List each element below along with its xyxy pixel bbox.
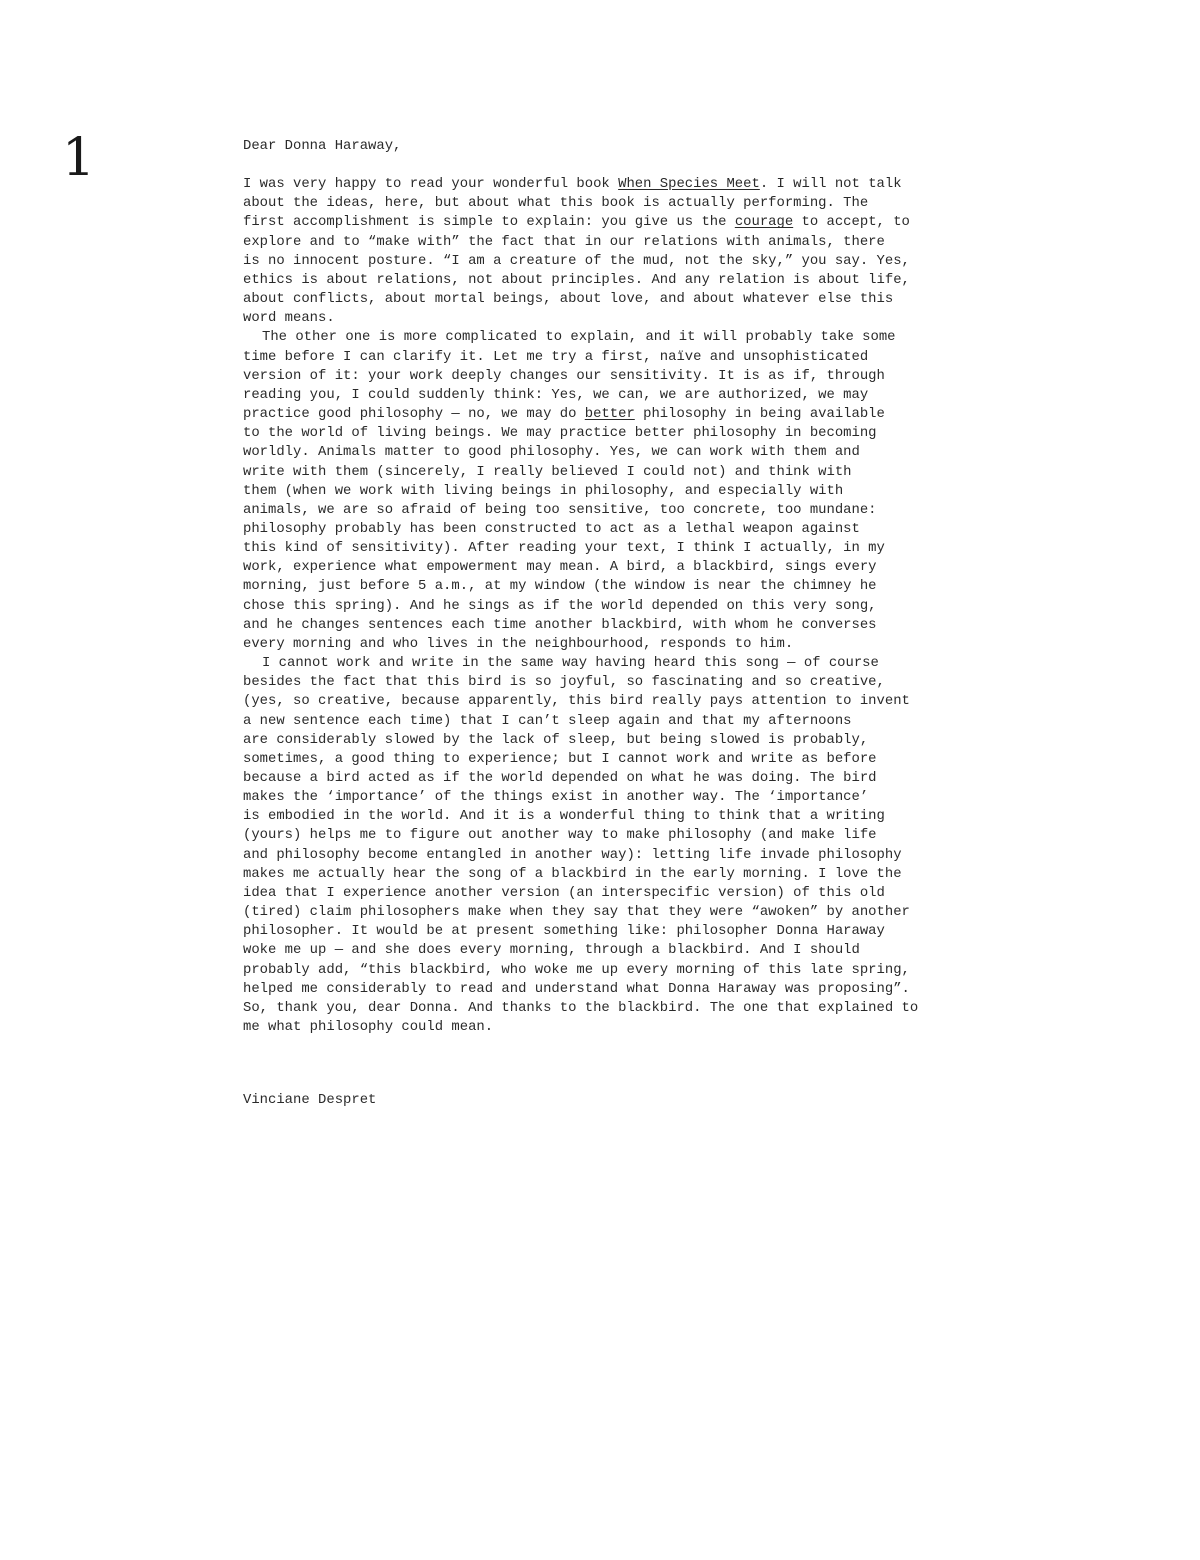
text-line <box>243 616 963 635</box>
text-line <box>243 903 963 922</box>
text-segment: word means. <box>243 310 335 327</box>
text-segment: and philosophy become entangled in another way): letting life invade philosophy <box>243 846 902 863</box>
text-segment: probably add, “this blackbird, who woke me up every morning of this late spring, <box>243 961 910 978</box>
text-segment: me what philosophy could mean. <box>243 1019 494 1036</box>
letter-body <box>243 137 963 1037</box>
text-segment: because a bird acted as if the world depended on what he was doing. The bird <box>243 770 877 786</box>
text-segment: reading you, I could suddenly think: Yes, we can, we are authorized, we may <box>243 386 869 403</box>
letter-text <box>243 175 963 1037</box>
text-line <box>243 673 963 692</box>
underlined-text: better <box>584 406 635 423</box>
text-line <box>243 731 963 750</box>
letter-greeting: Dear Donna Haraway, <box>243 138 402 154</box>
text-line <box>243 999 963 1018</box>
text-line <box>243 654 963 673</box>
text-line <box>243 501 963 520</box>
underlined-text: courage <box>734 214 794 231</box>
text-line <box>243 597 963 616</box>
text-line <box>243 328 963 347</box>
text-segment: about the ideas, here, but about what this book is actually performing. The <box>243 195 869 212</box>
text-segment: sometimes, a good thing to experience; but I cannot work and write as before <box>243 750 877 767</box>
text-segment: is embodied in the world. And it is a wonderful thing to think that a writing <box>243 808 885 825</box>
text-segment: write with them (sincerely, I really believed I could not) and think with <box>243 463 852 480</box>
text-line <box>243 1018 963 1037</box>
text-segment: them (when we work with living beings in philosophy, and especially with <box>243 482 844 499</box>
text-segment: woke me up — and she does every morning, through a blackbird. And I should <box>243 942 860 959</box>
text-segment: this kind of sensitivity). After reading your text, I think I actually, in my <box>243 540 885 557</box>
text-segment: version of it: your work deeply changes our sensitivity. It is as if, through <box>243 367 885 384</box>
text-segment: The other one is more complicated to explain, and it will probably take some <box>262 329 896 346</box>
text-line <box>243 443 963 462</box>
text-segment: ethics is about relations, not about principles. And any relation is about life, <box>243 271 910 288</box>
text-line <box>243 692 963 711</box>
text-line <box>243 577 963 596</box>
text-line <box>243 213 963 232</box>
text-line <box>243 367 963 386</box>
text-segment: . I will not talk <box>759 176 902 193</box>
text-segment: to the world of living beings. We may practice better philosophy in becoming <box>243 425 877 442</box>
text-segment: explore and to “make with” the fact that in our relations with animals, there <box>243 233 885 250</box>
text-segment: idea that I experience another version (an interspecific version) of this old <box>243 884 885 901</box>
page-number: 1 <box>62 128 96 188</box>
text-line <box>243 788 963 807</box>
text-line <box>243 941 963 960</box>
text-line <box>243 482 963 501</box>
text-line <box>243 520 963 539</box>
text-line <box>243 252 963 271</box>
text-segment: chose this spring). And he sings as if the world depended on this very song, <box>243 597 877 614</box>
text-line <box>243 865 963 884</box>
text-line <box>243 175 963 194</box>
text-segment: besides the fact that this bird is so joyful, so fascinating and so creative, <box>243 674 885 691</box>
text-segment: every morning and who lives in the neighbourhood, responds to him. <box>243 635 794 652</box>
text-line <box>243 826 963 845</box>
text-segment: is no innocent posture. “I am a creature of the mud, not the sky,” you say. Yes, <box>243 252 910 269</box>
text-line <box>243 635 963 654</box>
text-line <box>243 463 963 482</box>
text-line <box>243 194 963 213</box>
text-line <box>243 233 963 252</box>
letter-signature: Vinciane Despret <box>243 1092 377 1108</box>
text-line <box>243 558 963 577</box>
text-line <box>243 712 963 731</box>
text-segment: (tired) claim philosophers make when they say that they were “awoken” by another <box>243 904 910 921</box>
text-segment: philosopher. It would be at present something like: philosopher Donna Haraway <box>243 923 885 940</box>
underlined-text: When Species Meet <box>618 176 760 193</box>
text-segment: to accept, to <box>793 214 910 231</box>
text-segment: about conflicts, about mortal beings, about love, and about whatever else this <box>243 291 894 308</box>
text-line <box>243 271 963 290</box>
text-line <box>243 539 963 558</box>
text-line <box>243 405 963 424</box>
text-line <box>243 846 963 865</box>
text-segment: a new sentence each time) that I can’t sleep again and that my afternoons <box>243 712 852 729</box>
text-segment: makes me actually hear the song of a blackbird in the early morning. I love the <box>243 865 902 882</box>
text-line <box>243 922 963 941</box>
text-line <box>243 807 963 826</box>
text-line <box>243 750 963 769</box>
text-segment: practice good philosophy — no, we may do <box>243 406 585 423</box>
text-line <box>243 961 963 980</box>
text-line <box>243 290 963 309</box>
text-segment: (yes, so creative, because apparently, this bird really pays attention to invent <box>243 693 910 710</box>
text-line <box>243 884 963 903</box>
text-line <box>243 424 963 443</box>
text-segment: first accomplishment is simple to explain: you give us the <box>243 214 735 231</box>
text-segment: makes the ‘importance’ of the things exist in another way. The ‘importance’ <box>243 789 869 806</box>
text-segment: morning, just before 5 a.m., at my window (the window is near the chimney he <box>243 578 877 595</box>
text-segment: worldly. Animals matter to good philosophy. Yes, we can work with them and <box>243 444 860 461</box>
text-line <box>243 309 963 328</box>
text-segment: work, experience what empowerment may mean. A bird, a blackbird, sings every <box>243 559 877 576</box>
text-segment: helped me considerably to read and understand what Donna Haraway was proposing”. <box>243 980 910 997</box>
text-segment: (yours) helps me to figure out another way to make philosophy (and make life <box>243 827 877 844</box>
text-segment: time before I can clarify it. Let me try a first, naïve and unsophisticated <box>243 348 869 365</box>
text-segment: philosophy in being available <box>634 406 885 423</box>
text-line <box>243 769 963 788</box>
text-segment: I was very happy to read your wonderful book <box>243 176 619 193</box>
text-line <box>243 348 963 367</box>
text-segment: I cannot work and write in the same way having heard this song — of course <box>262 655 879 672</box>
text-segment: philosophy probably has been constructed to act as a lethal weapon against <box>243 520 860 537</box>
text-segment: and he changes sentences each time another blackbird, with whom he converses <box>243 616 877 633</box>
text-line <box>243 980 963 999</box>
text-line <box>243 386 963 405</box>
text-segment: are considerably slowed by the lack of sleep, but being slowed is probably, <box>243 731 869 748</box>
text-segment: animals, we are so afraid of being too sensitive, too concrete, too mundane: <box>243 501 877 518</box>
text-segment: So, thank you, dear Donna. And thanks to the blackbird. The one that explained to <box>243 999 919 1016</box>
